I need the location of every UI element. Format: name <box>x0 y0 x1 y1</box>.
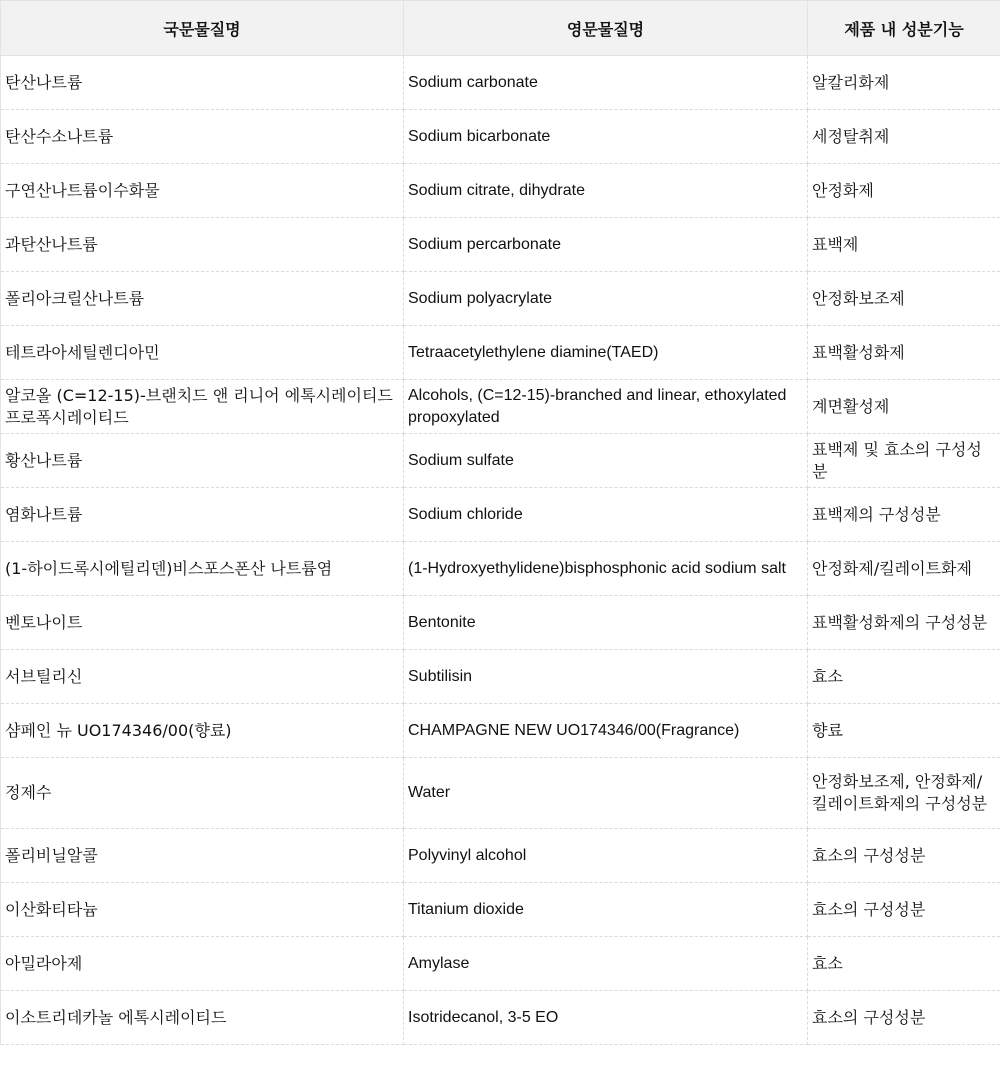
header-row <box>1 1 1000 56</box>
cell-english-name: Amylase <box>404 937 808 991</box>
cell-function: 표백제 <box>808 218 1000 272</box>
cell-function: 효소의 구성성분 <box>808 829 1000 883</box>
cell-english-name: Sodium citrate, dihydrate <box>404 164 808 218</box>
cell-function: 효소 <box>808 937 1000 991</box>
cell-korean-name: 탄산수소나트륨 <box>1 110 404 164</box>
cell-korean-name: 탄산나트륨 <box>1 56 404 110</box>
table-header <box>1 1 1000 56</box>
cell-korean-name: 알코올 (C=12-15)-브랜치드 앤 리니어 에톡시레이티드 프로폭시레이티드 <box>1 380 404 434</box>
cell-english-name: Sodium bicarbonate <box>404 110 808 164</box>
cell-korean-name: 아밀라아제 <box>1 937 404 991</box>
header-function: 제품 내 성분기능 <box>808 1 1000 56</box>
cell-korean-name: 이산화티타늄 <box>1 883 404 937</box>
cell-korean-name: 황산나트륨 <box>1 434 404 488</box>
table-row <box>1 56 1000 110</box>
cell-korean-name: (1-하이드록시에틸리덴)비스포스폰산 나트륨염 <box>1 542 404 596</box>
table-row <box>1 542 1000 596</box>
cell-korean-name: 서브틸리신 <box>1 650 404 704</box>
cell-function: 표백제의 구성성분 <box>808 488 1000 542</box>
cell-english-name: Sodium chloride <box>404 488 808 542</box>
cell-english-name: Water <box>404 758 808 829</box>
table-row <box>1 650 1000 704</box>
cell-korean-name: 구연산나트륨이수화물 <box>1 164 404 218</box>
table-row <box>1 829 1000 883</box>
table-row <box>1 704 1000 758</box>
cell-english-name: Alcohols, (C=12-15)-branched and linear, ethoxylated propoxylated <box>404 380 808 434</box>
table-row <box>1 272 1000 326</box>
header-korean-name: 국문물질명 <box>1 1 404 56</box>
cell-korean-name: 벤토나이트 <box>1 596 404 650</box>
table-row <box>1 380 1000 434</box>
cell-english-name: Sodium percarbonate <box>404 218 808 272</box>
cell-english-name: Tetraacetylethylene diamine(TAED) <box>404 326 808 380</box>
cell-function: 안정화제 <box>808 164 1000 218</box>
cell-function: 효소 <box>808 650 1000 704</box>
table-row <box>1 596 1000 650</box>
table-row <box>1 937 1000 991</box>
table-row <box>1 883 1000 937</box>
cell-english-name: Subtilisin <box>404 650 808 704</box>
header-english-name: 영문물질명 <box>404 1 808 56</box>
table-row <box>1 110 1000 164</box>
cell-korean-name: 이소트리데카놀 에톡시레이티드 <box>1 991 404 1045</box>
cell-function: 계면활성제 <box>808 380 1000 434</box>
cell-korean-name: 테트라아세틸렌디아민 <box>1 326 404 380</box>
cell-function: 표백활성화제 <box>808 326 1000 380</box>
cell-function: 세정탈취제 <box>808 110 1000 164</box>
cell-english-name: Bentonite <box>404 596 808 650</box>
cell-english-name: Sodium carbonate <box>404 56 808 110</box>
table-row <box>1 218 1000 272</box>
cell-function: 안정화보조제 <box>808 272 1000 326</box>
cell-function: 효소의 구성성분 <box>808 991 1000 1045</box>
cell-function: 안정화보조제, 안정화제/킬레이트화제의 구성성분 <box>808 758 1000 829</box>
cell-english-name: Sodium sulfate <box>404 434 808 488</box>
table-row <box>1 164 1000 218</box>
table-row <box>1 326 1000 380</box>
table-body <box>1 56 1000 1045</box>
cell-function: 향료 <box>808 704 1000 758</box>
cell-function: 표백제 및 효소의 구성성분 <box>808 434 1000 488</box>
cell-english-name: Isotridecanol, 3-5 EO <box>404 991 808 1045</box>
table-row <box>1 991 1000 1045</box>
cell-english-name: Titanium dioxide <box>404 883 808 937</box>
cell-english-name: CHAMPAGNE NEW UO174346/00(Fragrance) <box>404 704 808 758</box>
cell-english-name: Sodium polyacrylate <box>404 272 808 326</box>
cell-function: 안정화제/킬레이트화제 <box>808 542 1000 596</box>
cell-korean-name: 폴리아크릴산나트륨 <box>1 272 404 326</box>
table-row <box>1 434 1000 488</box>
table-row <box>1 758 1000 829</box>
cell-function: 알칼리화제 <box>808 56 1000 110</box>
cell-function: 표백활성화제의 구성성분 <box>808 596 1000 650</box>
table-row <box>1 488 1000 542</box>
cell-korean-name: 과탄산나트륨 <box>1 218 404 272</box>
cell-korean-name: 폴리비닐알콜 <box>1 829 404 883</box>
cell-english-name: (1-Hydroxyethylidene)bisphosphonic acid sodium salt <box>404 542 808 596</box>
cell-english-name: Polyvinyl alcohol <box>404 829 808 883</box>
cell-korean-name: 염화나트륨 <box>1 488 404 542</box>
cell-function: 효소의 구성성분 <box>808 883 1000 937</box>
cell-korean-name: 샴페인 뉴 UO174346/00(향료) <box>1 704 404 758</box>
cell-korean-name: 정제수 <box>1 758 404 829</box>
